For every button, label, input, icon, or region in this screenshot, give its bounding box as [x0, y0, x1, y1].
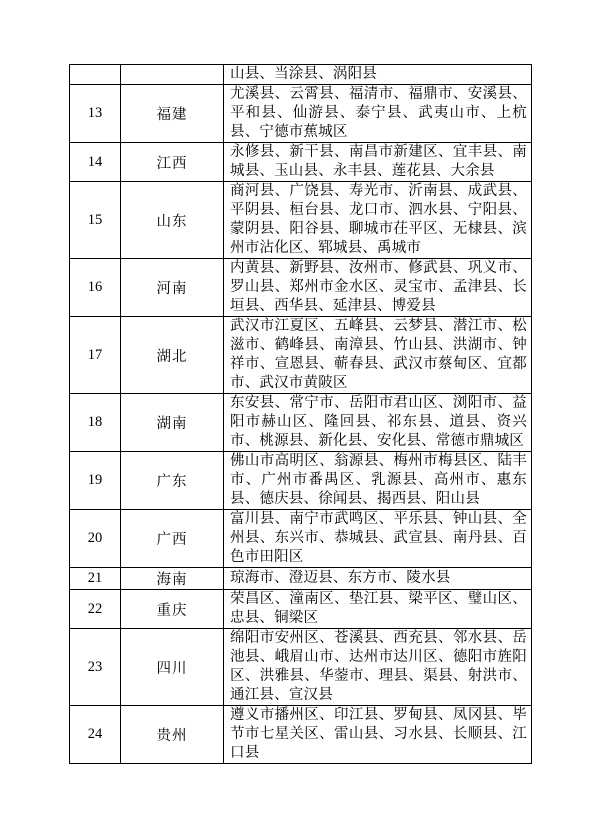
province-name: 山东 — [121, 182, 224, 259]
row-number: 15 — [70, 182, 121, 259]
province-name: 湖北 — [121, 317, 224, 394]
county-list: 佛山市高明区、翁源县、梅州市梅县区、陆丰市、广州市番禺区、乳源县、高州市、惠东县、德庆县、徐闻县、揭西县、阳山县 — [224, 452, 532, 510]
row-number — [70, 65, 121, 85]
table-row — [70, 452, 532, 510]
row-number: 21 — [70, 568, 121, 590]
row-number: 18 — [70, 394, 121, 452]
table-row — [70, 590, 532, 629]
county-list: 永修县、新干县、南昌市新建区、宜丰县、南城县、玉山县、永丰县、莲花县、大余县 — [224, 143, 532, 182]
county-list: 商河县、广饶县、寿光市、沂南县、成武县、平阴县、桓台县、龙口市、泗水县、宁阳县、蒙阴县、阳谷县、聊城市茌平区、无棣县、滨州市沾化区、郓城县、禹城市 — [224, 182, 532, 259]
table-body — [70, 65, 532, 764]
table-row — [70, 394, 532, 452]
county-list: 山县、当涂县、涡阳县 — [224, 65, 532, 85]
county-list: 琼海市、澄迈县、东方市、陵水县 — [224, 568, 532, 590]
row-number: 17 — [70, 317, 121, 394]
row-number: 20 — [70, 510, 121, 568]
row-number: 13 — [70, 85, 121, 143]
row-number: 19 — [70, 452, 121, 510]
table-row — [70, 510, 532, 568]
province-name: 广西 — [121, 510, 224, 568]
province-name: 河南 — [121, 259, 224, 317]
table-row — [70, 85, 532, 143]
province-name: 福建 — [121, 85, 224, 143]
county-list: 富川县、南宁市武鸣区、平乐县、钟山县、全州县、东兴市、恭城县、武宣县、南丹县、百色市田阳区 — [224, 510, 532, 568]
county-list: 荣昌区、潼南区、垫江县、梁平区、璧山区、忠县、铜梁区 — [224, 590, 532, 629]
county-list-table — [69, 64, 532, 764]
county-list: 东安县、常宁市、岳阳市君山区、浏阳市、益阳市赫山区、隆回县、祁东县、道县、资兴市、桃源县、新化县、安化县、常德市鼎城区 — [224, 394, 532, 452]
document-page — [69, 64, 531, 764]
row-number: 14 — [70, 143, 121, 182]
province-name: 四川 — [121, 629, 224, 706]
table-row — [70, 182, 532, 259]
province-name: 广东 — [121, 452, 224, 510]
province-name — [121, 65, 224, 85]
province-name: 贵州 — [121, 706, 224, 764]
table-row — [70, 65, 532, 85]
table-row — [70, 317, 532, 394]
row-number: 22 — [70, 590, 121, 629]
county-list: 武汉市江夏区、五峰县、云梦县、潜江市、松滋市、鹤峰县、南漳县、竹山县、洪湖市、钟祥市、宣恩县、蕲春县、武汉市蔡甸区、宜都市、武汉市黄陂区 — [224, 317, 532, 394]
table-row — [70, 706, 532, 764]
row-number: 24 — [70, 706, 121, 764]
province-name: 江西 — [121, 143, 224, 182]
row-number: 16 — [70, 259, 121, 317]
county-list: 内黄县、新野县、汝州市、修武县、巩义市、罗山县、郑州市金水区、灵宝市、孟津县、长垣县、西华县、延津县、博爱县 — [224, 259, 532, 317]
province-name: 重庆 — [121, 590, 224, 629]
county-list: 遵义市播州区、印江县、罗甸县、凤冈县、毕节市七星关区、雷山县、习水县、长顺县、江口县 — [224, 706, 532, 764]
table-row — [70, 629, 532, 706]
county-list: 绵阳市安州区、苍溪县、西充县、邻水县、岳池县、峨眉山市、达州市达川区、德阳市旌阳区、洪雅县、华蓥市、理县、渠县、射洪市、通江县、宣汉县 — [224, 629, 532, 706]
province-name: 湖南 — [121, 394, 224, 452]
county-list: 尤溪县、云霄县、福清市、福鼎市、安溪县、平和县、仙游县、泰宁县、武夷山市、上杭县、宁德市蕉城区 — [224, 85, 532, 143]
province-name: 海南 — [121, 568, 224, 590]
row-number: 23 — [70, 629, 121, 706]
table-row — [70, 259, 532, 317]
table-row — [70, 568, 532, 590]
table-row — [70, 143, 532, 182]
